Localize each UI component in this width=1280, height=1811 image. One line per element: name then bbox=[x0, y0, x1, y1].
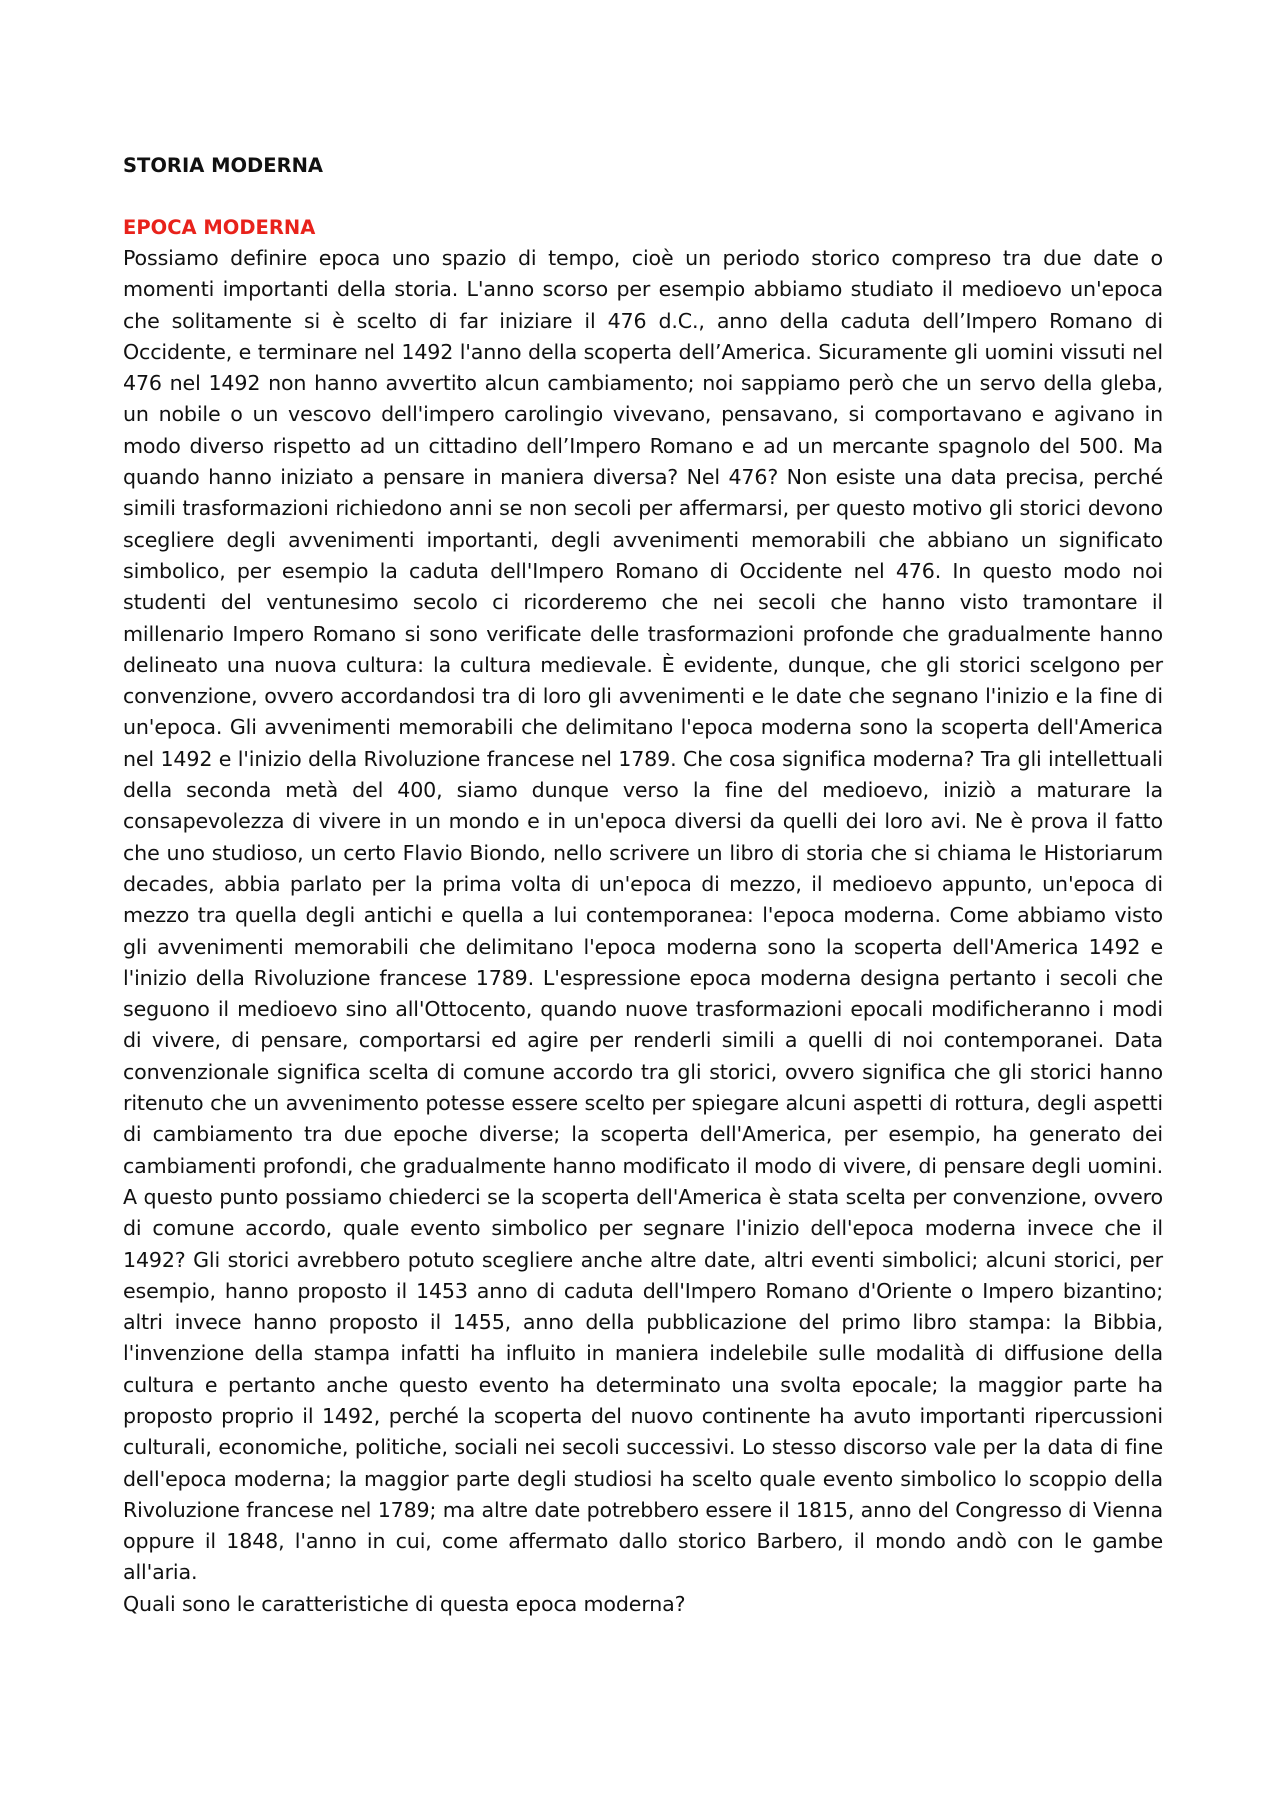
section-heading: EPOCA MODERNA bbox=[123, 216, 316, 239]
title-spacer bbox=[123, 181, 1163, 212]
closing-question: Quali sono le caratteristiche di questa epoca moderna? bbox=[123, 1591, 686, 1616]
document-page bbox=[123, 150, 1163, 1620]
document-title: STORIA MODERNA bbox=[123, 154, 323, 177]
body-paragraph: Possiamo definire epoca uno spazio di tempo, cioè un periodo storico compreso tra due date o momenti importanti della storia. L'anno scorso per esempio abbiamo studiato il medioevo un'epoca che solitamente si è scelto di far iniziare il 476 d.C., anno della caduta dell’Impero Romano di Occidente, e terminare nel 1492 l'anno della scoperta dell’America. Sicuramente gli uomini vissuti nel 476 nel 1492 non hanno avvertito alcun cambiamento; noi sappiamo però che un servo della gleba, un nobile o un vescovo dell'impero carolingio vivevano, pensavano, si comportavano e agivano in modo diverso rispetto ad un cittadino dell’Impero Romano e ad un mercante spagnolo del 500. Ma quando hanno iniziato a pensare in maniera diversa? Nel 476? Non esiste una data precisa, perché simili trasformazioni richiedono anni se non secoli per affermarsi, per questo motivo gli storici devono scegliere degli avvenimenti importanti, degli avvenimenti memorabili che abbiano un significato simbolico, per esempio la caduta dell'Impero Romano di Occidente nel 476. In questo modo noi studenti del ventunesimo secolo ci ricorderemo che nei secoli che hanno visto tramontare il millenario Impero Romano si sono verificate delle trasformazioni profonde che gradualmente hanno delineato una nuova cultura: la cultura medievale. È evidente, dunque, che gli storici scelgono per convenzione, ovvero accordandosi tra di loro gli avvenimenti e le date che segnano l'inizio e la fine di un'epoca. Gli avvenimenti memorabili che delimitano l'epoca moderna sono la scoperta dell'America nel 1492 e l'inizio della Rivoluzione francese nel 1789. Che cosa significa moderna? Tra gli intellettuali della seconda metà del 400, siamo dunque verso la fine del medioevo, iniziò a maturare la consapevolezza di vivere in un mondo e in un'epoca diversi da quelli dei loro avi. Ne è prova il fatto che uno studioso, un certo Flavio Biondo, nello scrivere un libro di storia che si chiama le Historiarum decades, abbia parlato per la prima volta di un'epoca di mezzo, il medioevo appunto, un'epoca di mezzo tra quella degli antichi e quella a lui contemporanea: l'epoca moderna. Come abbiamo visto gli avvenimenti memorabili che delimitano l'epoca moderna sono la scoperta dell'America 1492 e l'inizio della Rivoluzione francese 1789. L'espressione epoca moderna designa pertanto i secoli che seguono il medioevo sino all'Ottocento, quando nuove trasformazioni epocali modificheranno i modi di vivere, di pensare, comportarsi ed agire per renderli simili a quelli di noi contemporanei. Data convenzionale significa scelta di comune accordo tra gli storici, ovvero significa che gli storici hanno ritenuto che un avvenimento potesse essere scelto per spiegare alcuni aspetti di rottura, degli aspetti di cambiamento tra due epoche diverse; la scoperta dell'America, per esempio, ha generato dei cambiamenti profondi, che gradualmente hanno modificato il modo di vivere, di pensare degli uomini. A questo punto possiamo chiederci se la scoperta dell'America è stata scelta per convenzione, ovvero di comune accordo, quale evento simbolico per segnare l'inizio dell'epoca moderna invece che il 1492? Gli storici avrebbero potuto scegliere anche altre date, altri eventi simbolici; alcuni storici, per esempio, hanno proposto il 1453 anno di caduta dell'Impero Romano d'Oriente o Impero bizantino; altri invece hanno proposto il 1455, anno della pubblicazione del primo libro stampa: la Bibbia, l'invenzione della stampa infatti ha influito in maniera indelebile sulle modalità di diffusione della cultura e pertanto anche questo evento ha determinato una svolta epocale; la maggior parte ha proposto proprio il 1492, perché la scoperta del nuovo continente ha avuto importanti ripercussioni culturali, economiche, politiche, sociali nei secoli successivi. Lo stesso discorso vale per la data di fine dell'epoca moderna; la maggior parte degli studiosi ha scelto quale evento simbolico lo scoppio della Rivoluzione francese nel 1789; ma altre date potrebbero essere il 1815, anno del Congresso di Vienna oppure il 1848, l'anno in cui, come affermato dallo storico Barbero, il mondo andò con le gambe all'aria. bbox=[123, 246, 1163, 1585]
